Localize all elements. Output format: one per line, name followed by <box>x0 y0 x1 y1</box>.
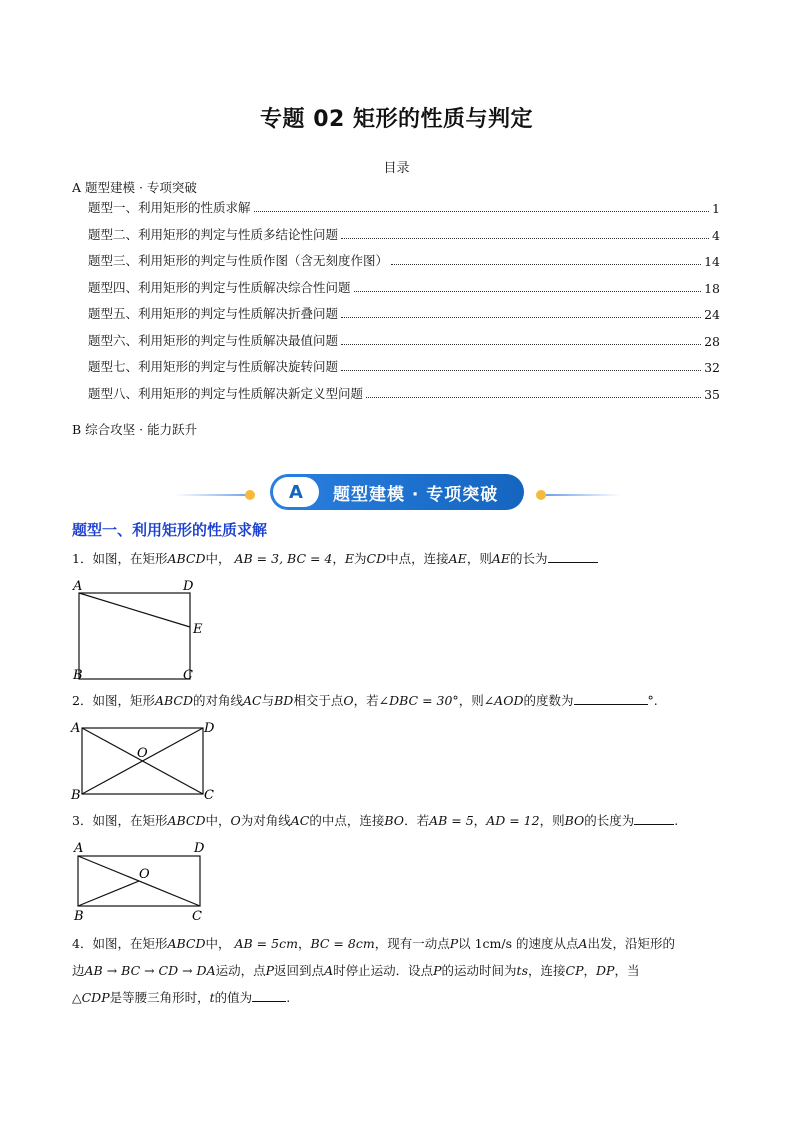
q4-dp: DP <box>596 963 615 978</box>
q4-text: 的值为 <box>214 990 253 1005</box>
toc-section-a[interactable]: A 题型建模 · 专项突破 <box>72 180 197 195</box>
toc-item[interactable] <box>88 198 720 216</box>
q4-text: ，连接 <box>528 963 566 978</box>
q4-a2: A <box>324 963 334 978</box>
q3-bo2: BO <box>564 813 585 828</box>
q3-text: 的长度为 <box>584 813 635 828</box>
q1-text: 的长为 <box>509 551 548 566</box>
question-4 <box>72 930 722 1011</box>
banner-dot-right <box>536 490 546 500</box>
toc-item-label: 题型二、利用矩形的判定与性质多结论性问题 <box>88 226 339 242</box>
q3-label-b: B <box>74 909 84 924</box>
q3-label-d: D <box>194 841 205 856</box>
toc-item[interactable] <box>88 251 720 269</box>
q3-text: 3．如图，在矩形 <box>72 813 168 828</box>
toc-item-label: 题型一、利用矩形的性质求解 <box>88 200 251 215</box>
q4-text: ，当 <box>614 963 640 978</box>
toc-item-page: 24 <box>704 307 720 322</box>
q4-p3: P <box>433 963 442 978</box>
q1-label-c: C <box>183 668 193 682</box>
q4-text: ， <box>583 963 597 978</box>
q2-bd: BD <box>274 693 294 708</box>
q2-label-c: C <box>204 788 214 803</box>
q4-t: t <box>209 990 215 1005</box>
q2-rect: ABCD <box>154 693 193 708</box>
answer-blank[interactable] <box>252 987 286 1002</box>
q1-label-e: E <box>193 622 203 637</box>
q4-line-3 <box>72 984 722 1011</box>
q2-angle: ∠DBC = 30° <box>378 693 459 708</box>
q4-cp: CP <box>565 963 584 978</box>
toc-item[interactable] <box>88 225 720 243</box>
q3-label-a: A <box>74 841 84 856</box>
banner-dot-left <box>245 490 255 500</box>
q2-text: °. <box>647 693 658 708</box>
q4-text: 边 <box>72 963 85 978</box>
q2-text: 2．如图，矩形 <box>72 693 155 708</box>
toc-item[interactable] <box>88 357 720 375</box>
q4-text: 时停止运动．设点 <box>333 963 434 978</box>
q4-text: 运动，点 <box>215 963 266 978</box>
toc-item-page: 28 <box>704 333 720 349</box>
q2-label-a: A <box>71 721 81 736</box>
q1-text: 中点，连接 <box>386 551 449 566</box>
toc-item-page: 35 <box>704 386 720 402</box>
q4-text: ，现有一动点 <box>374 936 450 951</box>
q1-rect: ABCD <box>167 551 206 566</box>
q4-text: 4．如图，在矩形 <box>72 936 168 951</box>
q2-text: 相交于点 <box>293 693 344 708</box>
q1-cd: CD <box>366 551 387 566</box>
q3-text: 的中点，连接 <box>309 813 385 828</box>
toc-item-label: 题型八、利用矩形的判定与性质解决新定义型问题 <box>88 385 364 401</box>
q4-a: A <box>578 936 588 951</box>
q3-label-c: C <box>192 909 202 924</box>
q3-o: O <box>230 813 241 828</box>
answer-blank[interactable] <box>548 548 598 563</box>
q2-text: ，若 <box>353 693 379 708</box>
question-3 <box>72 808 722 834</box>
toc-leader-dots <box>254 211 710 212</box>
q1-ae: AE <box>448 551 467 566</box>
toc-item-page: 18 <box>704 280 720 296</box>
q4-rect: ABCD <box>167 936 206 951</box>
banner-line-left <box>175 494 250 496</box>
toc-item-label: 题型五、利用矩形的判定与性质解决折叠问题 <box>88 306 339 321</box>
answer-blank[interactable] <box>634 810 674 825</box>
toc-leader-dots <box>341 370 701 371</box>
toc-leader-dots <box>341 238 709 239</box>
q1-given: AB = 3, BC = 4 <box>234 551 333 566</box>
toc-item[interactable] <box>88 331 720 349</box>
q3-rect: ABCD <box>167 813 206 828</box>
q3-ad: AD = 12 <box>486 813 540 828</box>
toc-item-page: 1 <box>712 201 720 216</box>
toc-item-label: 题型六、利用矩形的判定与性质解决最值问题 <box>88 332 339 348</box>
toc-item-page: 4 <box>712 227 720 243</box>
q2-figure <box>70 718 220 803</box>
q2-aod: ∠AOD <box>483 693 524 708</box>
q2-text: ，则 <box>458 693 484 708</box>
q2-text: 的度数为 <box>523 693 574 708</box>
q1-label-d: D <box>183 579 194 594</box>
toc-item-label: 题型三、利用矩形的判定与性质作图（含无刻度作图） <box>88 253 389 268</box>
q4-bc: BC = 8cm <box>310 936 375 951</box>
q4-text: ， <box>297 936 311 951</box>
q3-text: ， <box>473 813 487 828</box>
toc-section-b[interactable]: B 综合攻坚 · 能力跃升 <box>72 422 198 437</box>
q1-text: ，则 <box>466 551 492 566</box>
answer-blank[interactable] <box>574 690 648 705</box>
q4-line-2 <box>72 957 722 984</box>
toc-heading: 目录 <box>383 161 410 176</box>
q4-text: 是等腰三角形时， <box>109 990 210 1005</box>
toc-item[interactable] <box>88 278 720 296</box>
q1-text: 1．如图，在矩形 <box>72 551 168 566</box>
page-title: 专题 02 矩形的性质与判定 <box>260 107 533 132</box>
q3-figure <box>70 838 220 924</box>
toc-item-page: 14 <box>704 254 720 269</box>
q4-text: 出发，沿矩形的 <box>587 936 676 951</box>
q4-text: . <box>286 990 291 1005</box>
q4-text: 中， <box>205 936 231 951</box>
q4-ab: AB = 5cm <box>234 936 298 951</box>
q3-text: ．若 <box>404 813 430 828</box>
q1-text: 中， <box>205 551 231 566</box>
q3-ab: AB = 5 <box>429 813 474 828</box>
banner-text: 题型建模 · 专项突破 <box>333 484 499 505</box>
toc-leader-dots <box>391 264 701 265</box>
q4-text: 以 1cm/s 的速度从点 <box>458 936 579 951</box>
type-one-title: 题型一、利用矩形的性质求解 <box>72 521 268 539</box>
q4-p2: P <box>265 963 275 978</box>
toc-item[interactable] <box>88 384 720 402</box>
q2-text: 与 <box>261 693 275 708</box>
q4-ts: ts <box>516 963 528 978</box>
toc-item[interactable] <box>88 304 720 322</box>
q1-e: E <box>344 551 355 566</box>
q2-label-o: O <box>137 746 148 761</box>
section-banner <box>270 474 524 510</box>
q3-bo: BO <box>384 813 405 828</box>
toc-leader-dots <box>354 291 702 292</box>
question-2 <box>72 688 722 714</box>
q3-text: 中， <box>205 813 231 828</box>
toc-leader-dots <box>341 317 701 318</box>
q2-label-b: B <box>71 788 81 803</box>
q1-ae2: AE <box>491 551 510 566</box>
q4-triangle: △CDP <box>72 990 110 1005</box>
q1-label-a: A <box>73 579 83 594</box>
q4-text: 的运动时间为 <box>441 963 517 978</box>
q3-label-o: O <box>139 867 150 882</box>
q3-ac: AC <box>290 813 310 828</box>
toc-leader-dots <box>366 397 701 398</box>
q4-text: 返回到点 <box>274 963 325 978</box>
banner-letter: A <box>273 477 319 507</box>
q1-label-b: B <box>73 668 83 682</box>
q3-text: 为对角线 <box>240 813 291 828</box>
q2-o: O <box>343 693 354 708</box>
toc-item-label: 题型四、利用矩形的判定与性质解决综合性问题 <box>88 279 351 295</box>
q4-line-1 <box>72 930 722 957</box>
q1-figure <box>70 577 220 682</box>
toc-leader-dots <box>341 344 701 345</box>
question-1: 1．如图，在矩形ABCD中， AB = 3, BC = 4，E为CD中点，连接AE，则AE的长为 <box>72 546 722 572</box>
banner-line-right <box>546 494 621 496</box>
q3-text: ，则 <box>539 813 565 828</box>
q4-path: AB → BC → CD → DA <box>84 963 216 978</box>
q2-text: 的对角线 <box>193 693 244 708</box>
q1-text: 为 <box>354 551 367 566</box>
toc-item-page: 32 <box>704 360 720 375</box>
q4-p: P <box>449 936 459 951</box>
q2-ac: AC <box>243 693 262 708</box>
toc-item-label: 题型七、利用矩形的判定与性质解决旋转问题 <box>88 359 339 374</box>
q2-label-d: D <box>204 721 215 736</box>
q3-text: . <box>674 813 679 828</box>
